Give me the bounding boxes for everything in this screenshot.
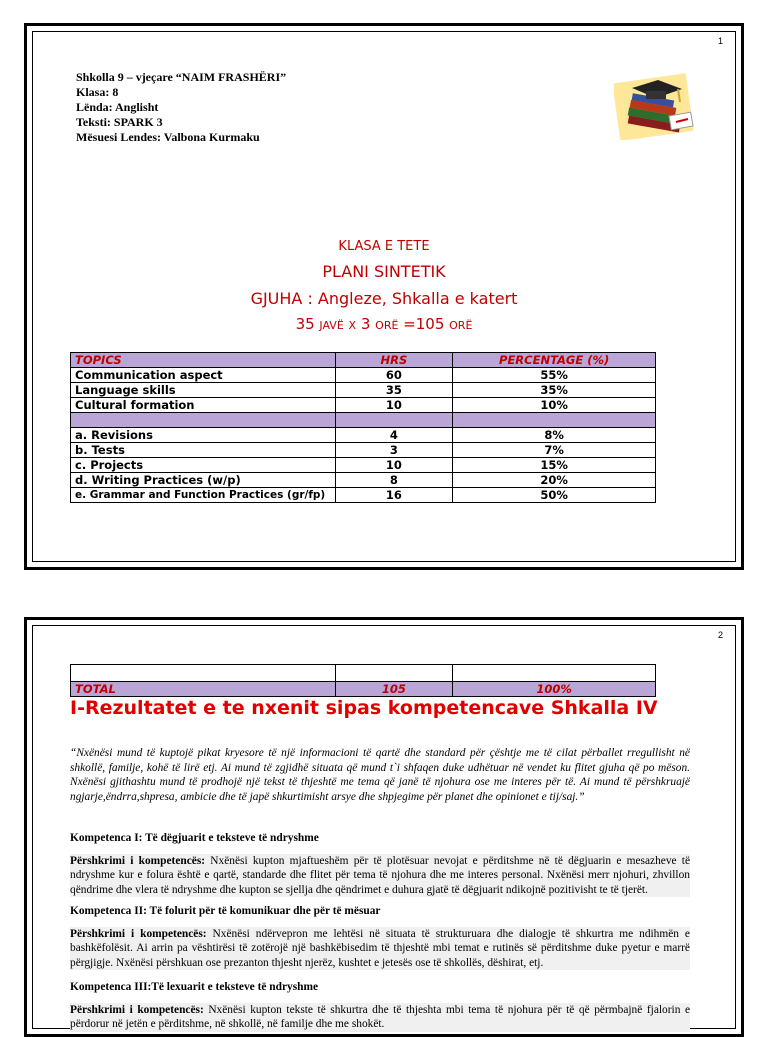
hrs-cell: 3 [335, 443, 453, 458]
description-text: Nxënësi ndërvepron me lehtësi në situata të strukturuara dhe dialogje të shkurtra me ndihmën e bashkëfolësit. Ai arrin pa vështirësi të zotërojë një bashkëbisedim të thjeshtë mbi temat e rutinës së përditshme duke pyetur e marrë përgjigje. Nxënësi përshkuan ose prezanton thjesht njerëz, kushtet e jetesës ose të shkollës, dëshirat, etj. [70, 927, 690, 969]
competence-heading: Kompetenca I: Të dëgjuarit e teksteve të ndryshme [70, 832, 319, 844]
school-header [76, 70, 286, 145]
table-row [71, 428, 656, 443]
title-hours: 35 javë x 3 orë =105 orë [295, 315, 473, 333]
percentage-cell: 20% [453, 473, 656, 488]
total-row [71, 682, 656, 697]
competence-heading: Kompetenca III:Të lexuarit e teksteve të ndryshme [70, 981, 319, 993]
hrs-cell: 35 [335, 383, 453, 398]
hrs-cell: 8 [335, 473, 453, 488]
hrs-cell: 4 [335, 428, 453, 443]
competence-description [70, 854, 690, 898]
topic-cell: e. Grammar and Function Practices (gr/fp) [71, 488, 336, 503]
competence-description [70, 927, 690, 971]
table-spacer-row [71, 413, 656, 428]
description-text: Nxënësi kupton tekste të shkurtra dhe të thjeshta mbi tema të njohura për të që përmbajnë fjalorin e përdorur në jetën e përditshme, në shkollë, në familje dhe me shokët. [70, 1003, 690, 1030]
teacher-line: Mësuesi Lendes: Valbona Kurmaku [76, 130, 260, 144]
hrs-cell: 60 [335, 368, 453, 383]
percentage-cell: 8% [453, 428, 656, 443]
topic-cell: c. Projects [71, 458, 336, 473]
table-row [71, 473, 656, 488]
header-hrs: HRS [335, 353, 453, 368]
hrs-cell: 10 [335, 458, 453, 473]
total-label: TOTAL [71, 682, 336, 697]
topic-cell: Cultural formation [71, 398, 336, 413]
title-language: GJUHA : Angleze, Shkalla e katert [250, 289, 518, 308]
description-label: Përshkrimi i kompetencës: [70, 1003, 204, 1016]
table-header-row [71, 353, 656, 368]
intro-paragraph: “Nxënësi mund të kuptojë pikat kryesore të një informacioni të qartë dhe standard për çështje me të cilat përballet rregullisht në shkollë, familje, kohë të lirë etj. Ai mund të zgjidhë situata që mund t`i shfaqen duke udhëtuar në vendet ku flitet gjuha që po mëson. Nxënësi gjithashtu mund të prodhojë një tekst të thjeshtë me tema që janë të njohura ose me interes për të. Ai mund të përshkruajë ngjarje,ëndrra,shpresa, ambicie dhe të japë shkurtimisht arsye dhe shpjegime për planet dhe opinionet e tij/saj.” [70, 747, 690, 803]
percentage-cell: 35% [453, 383, 656, 398]
section-title: I-Rezultatet e te nxenit sipas kompetencave Shkalla IV [70, 697, 658, 719]
total-table [70, 664, 656, 697]
percentage-cell: 55% [453, 368, 656, 383]
subject-line: Lënda: Anglisht [76, 100, 159, 114]
table-row [71, 443, 656, 458]
description-text: Nxënësi kupton mjaftueshëm për të plotësuar nevojat e përditshme në të dëgjuarin e mesazheve të ndryshme kur e folura është e qartë, standarde dhe flitet për tema të njohura dhe me interes personal. Nxënësi merr njohuri, zhvillon qëndrime dhe vlera të ndryshme dhe kupton se sjellja dhe qëndrimet e duhura gjatë të dëgjuarit ndikojnë pozitivisht te të tjerët. [70, 854, 691, 896]
topic-cell: b. Tests [71, 443, 336, 458]
hrs-cell: 10 [335, 398, 453, 413]
table-row [71, 398, 656, 413]
topic-cell: d. Writing Practices (w/p) [71, 473, 336, 488]
topics-table [70, 352, 656, 503]
table-row [71, 458, 656, 473]
table-row [71, 383, 656, 398]
title-plan: PLANI SINTETIK [322, 262, 446, 281]
percentage-cell: 10% [453, 398, 656, 413]
header-topics: TOPICS [71, 353, 336, 368]
table-row [71, 368, 656, 383]
competence-description [70, 1003, 690, 1032]
competence-1 [70, 831, 690, 897]
hrs-cell: 16 [335, 488, 453, 503]
table-empty-row [71, 665, 656, 682]
textbook-line: Teksti: SPARK 3 [76, 115, 163, 129]
header-percentage: PERCENTAGE (%) [453, 353, 656, 368]
percentage-cell: 15% [453, 458, 656, 473]
total-hrs: 105 [335, 682, 453, 697]
topic-cell: a. Revisions [71, 428, 336, 443]
class-line: Klasa: 8 [76, 85, 119, 99]
page-number: 2 [717, 630, 723, 640]
competence-heading: Kompetenca II: Të folurit për të komunikuar dhe për të mësuar [70, 905, 381, 917]
page-number: 1 [717, 36, 723, 46]
competence-2 [70, 904, 690, 970]
title-class: KLASA E TETE [338, 239, 430, 254]
school-name: Shkolla 9 – vjeçare “NAIM FRASHËRI” [76, 70, 287, 84]
topic-cell: Language skills [71, 383, 336, 398]
total-percentage: 100% [453, 682, 656, 697]
table-row [71, 488, 656, 503]
description-label: Përshkrimi i kompetencës: [70, 927, 207, 940]
books-graduation-cap-icon [614, 72, 696, 140]
percentage-cell: 50% [453, 488, 656, 503]
description-label: Përshkrimi i kompetencës: [70, 854, 206, 867]
percentage-cell: 7% [453, 443, 656, 458]
topic-cell: Communication aspect [71, 368, 336, 383]
